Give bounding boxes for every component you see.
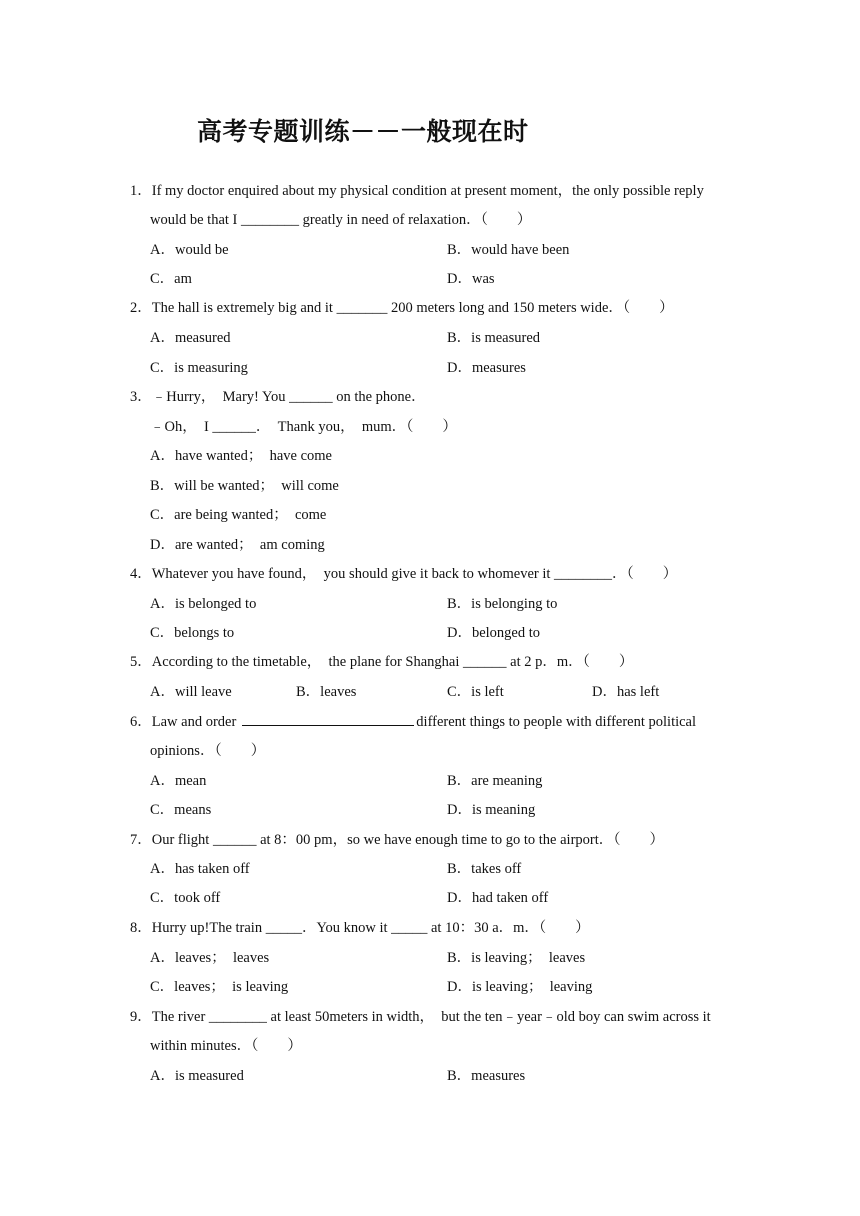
option-a: A．mean — [150, 773, 207, 789]
option-d: D．are wanted； am coming — [150, 537, 325, 553]
question-text: 8．Hurry up!The train _____．You know it _____ at 10：30 a．m．（ ） — [130, 920, 590, 936]
option-c: C．means — [150, 802, 212, 818]
answer-blank — [242, 711, 414, 726]
question-text: 7．Our flight ______ at 8：00 pm，so we have enough time to go to the airport．（ ） — [130, 832, 665, 848]
question-text: 5．According to the timetable， the plane for Shanghai ______ at 2 p．m．（ ） — [130, 654, 634, 670]
option-d: D．is meaning — [447, 802, 536, 818]
question-text: 4．Whatever you have found， you should give it back to whomever it ________．（ ） — [130, 566, 678, 582]
option-a: A．is measured — [150, 1068, 244, 1084]
option-c: C．is measuring — [150, 360, 248, 376]
option-d: D．was — [447, 271, 495, 287]
option-b: B．will be wanted； will come — [150, 478, 339, 494]
page-title: 高考专题训练－－一般现在时 — [197, 117, 529, 146]
question-text: would be that I ________ greatly in need of relaxation．（ ） — [150, 212, 532, 228]
option-c: C．belongs to — [150, 625, 235, 641]
question-text: 1．If my doctor enquired about my physical condition at present moment，the only possible reply — [130, 183, 704, 199]
option-d: D．belonged to — [447, 625, 541, 641]
option-b: B．measures — [447, 1068, 526, 1084]
option-c: C．leaves； is leaving — [150, 979, 289, 995]
option-a: A．would be — [150, 242, 229, 258]
option-a: A．is belonged to — [150, 596, 257, 612]
option-a: A．has taken off — [150, 861, 250, 877]
question-line — [130, 711, 696, 732]
option-b: B．would have been — [447, 242, 570, 258]
option-b: B．is leaving； leaves — [447, 950, 586, 966]
question-text: 2．The hall is extremely big and it _______ 200 meters long and 150 meters wide．（ ） — [130, 300, 674, 316]
option-c: C．am — [150, 271, 192, 287]
option-b: B．takes off — [447, 861, 522, 877]
option-d: D．measures — [447, 360, 526, 376]
option-a: A．have wanted； have come — [150, 448, 332, 464]
question-text: different things to people with different political — [416, 714, 697, 730]
option-b: B．is belonging to — [447, 596, 558, 612]
option-a: A．measured — [150, 330, 231, 346]
option-a: A．will leave — [150, 684, 232, 700]
option-c: C．are being wanted； come — [150, 507, 327, 523]
option-a: A．leaves； leaves — [150, 950, 270, 966]
question-text: within minutes．（ ） — [150, 1038, 302, 1054]
question-text: ﹣Oh， I ______． Thank you， mum．（ ） — [150, 419, 457, 435]
option-b: B．leaves — [296, 684, 357, 700]
option-d: D．is leaving； leaving — [447, 979, 593, 995]
option-c: C．took off — [150, 890, 221, 906]
question-text: opinions．（ ） — [150, 743, 266, 759]
option-b: B．are meaning — [447, 773, 543, 789]
option-d: D．has left — [592, 684, 660, 700]
question-text: 3．﹣Hurry， Mary! You ______ on the phone． — [130, 389, 426, 405]
option-c: C．is left — [447, 684, 504, 700]
option-d: D．had taken off — [447, 890, 549, 906]
question-text: 9．The river ________ at least 50meters in width， but the ten﹣year﹣old boy can swim across it — [130, 1009, 711, 1025]
question-text: 6．Law and order — [130, 714, 237, 730]
option-b: B．is measured — [447, 330, 541, 346]
